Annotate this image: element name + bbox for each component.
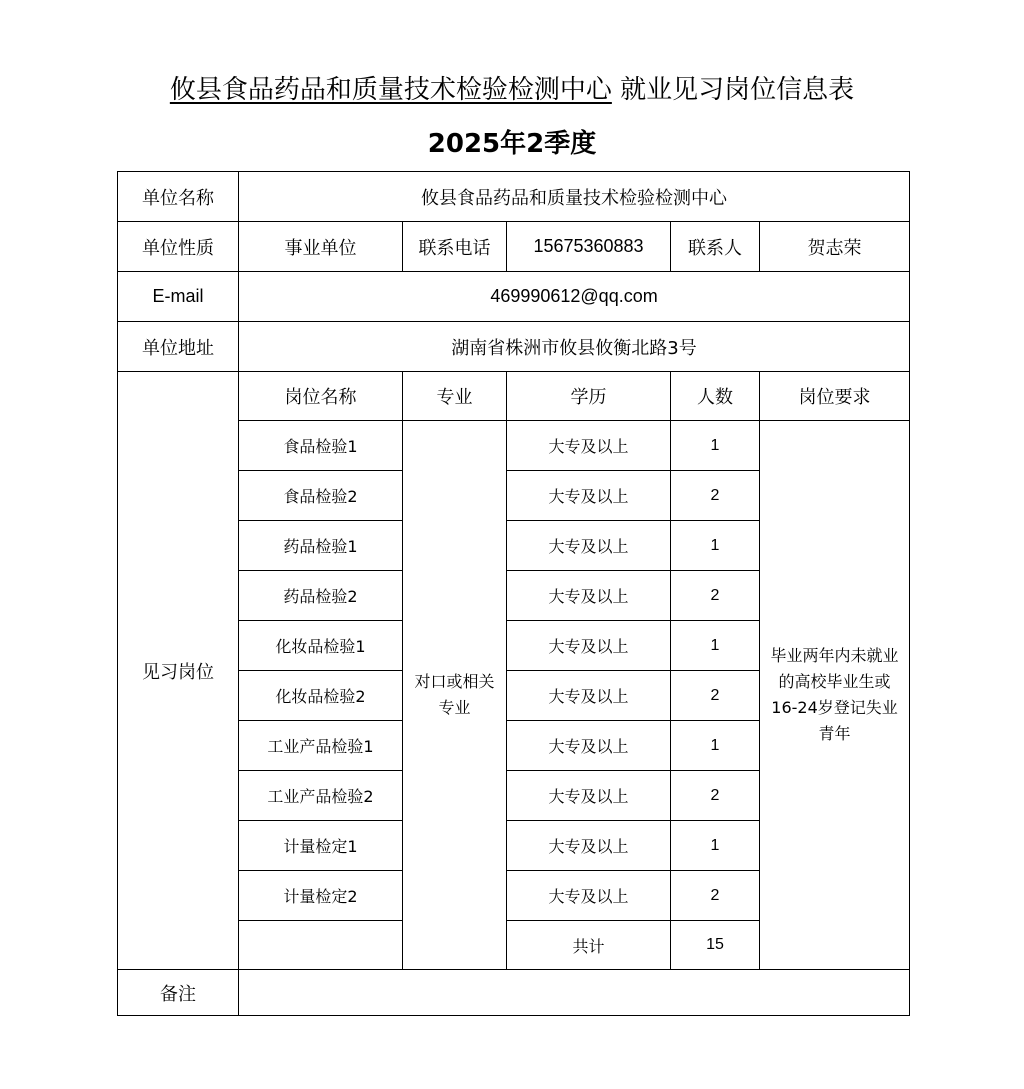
document-title: [0, 70, 1024, 110]
count-value: 2: [671, 571, 760, 621]
education-value: 大专及以上: [507, 671, 671, 721]
title-suffix: 就业见习岗位信息表: [620, 75, 855, 105]
phone-value: 15675360883: [507, 222, 671, 272]
phone-label: 联系电话: [403, 222, 507, 272]
remarks-label: 备注: [118, 970, 239, 1016]
row-remarks: [118, 970, 910, 1016]
count-value: 1: [671, 721, 760, 771]
row-address: [118, 322, 910, 372]
count-value: 1: [671, 821, 760, 871]
email-value: 469990612@qq.com: [239, 272, 910, 322]
count-value: 2: [671, 771, 760, 821]
header-count: 人数: [671, 372, 760, 421]
header-requirement: 岗位要求: [760, 372, 910, 421]
education-value: 大专及以上: [507, 821, 671, 871]
count-value: 2: [671, 471, 760, 521]
count-value: 1: [671, 621, 760, 671]
contact-value: 贺志荣: [760, 222, 910, 272]
row-position-headers: [118, 372, 910, 421]
major-value: 对口或相关专业: [403, 421, 507, 970]
education-value: 大专及以上: [507, 621, 671, 671]
title-org-name: 攸县食品药品和质量技术检验检测中心: [169, 75, 612, 105]
total-value: 15: [671, 921, 760, 970]
position-name: 工业产品检验2: [239, 771, 403, 821]
education-value: 大专及以上: [507, 571, 671, 621]
address-value: 湖南省株洲市攸县攸衡北路3号: [239, 322, 910, 372]
education-value: 大专及以上: [507, 421, 671, 471]
total-empty-cell: [239, 921, 403, 970]
count-value: 2: [671, 871, 760, 921]
row-email: [118, 272, 910, 322]
education-value: 大专及以上: [507, 471, 671, 521]
row-unit-nature: [118, 222, 910, 272]
education-value: 大专及以上: [507, 771, 671, 821]
header-education: 学历: [507, 372, 671, 421]
education-value: 大专及以上: [507, 521, 671, 571]
positions-section-label: 见习岗位: [118, 372, 239, 970]
position-name: 计量检定2: [239, 871, 403, 921]
unit-nature-value: 事业单位: [239, 222, 403, 272]
header-major: 专业: [403, 372, 507, 421]
total-label: 共计: [507, 921, 671, 970]
count-value: 1: [671, 521, 760, 571]
count-value: 1: [671, 421, 760, 471]
remarks-value: [239, 970, 910, 1016]
count-value: 2: [671, 671, 760, 721]
position-name: 食品检验1: [239, 421, 403, 471]
position-name: 药品检验2: [239, 571, 403, 621]
unit-name-label: 单位名称: [118, 172, 239, 222]
requirement-value: 毕业两年内未就业的高校毕业生或16-24岁登记失业青年: [760, 421, 910, 970]
internship-info-table: [117, 171, 910, 1016]
position-name: 工业产品检验1: [239, 721, 403, 771]
document-subtitle: 2025年2季度: [427, 129, 597, 159]
row-unit-name: [118, 172, 910, 222]
position-name: 化妆品检验1: [239, 621, 403, 671]
position-name: 食品检验2: [239, 471, 403, 521]
education-value: 大专及以上: [507, 871, 671, 921]
contact-label: 联系人: [671, 222, 760, 272]
position-name: 计量检定1: [239, 821, 403, 871]
position-name: 化妆品检验2: [239, 671, 403, 721]
unit-nature-label: 单位性质: [118, 222, 239, 272]
unit-name-value: 攸县食品药品和质量技术检验检测中心: [239, 172, 910, 222]
email-label: E-mail: [118, 272, 239, 322]
header-position-name: 岗位名称: [239, 372, 403, 421]
address-label: 单位地址: [118, 322, 239, 372]
education-value: 大专及以上: [507, 721, 671, 771]
position-name: 药品检验1: [239, 521, 403, 571]
